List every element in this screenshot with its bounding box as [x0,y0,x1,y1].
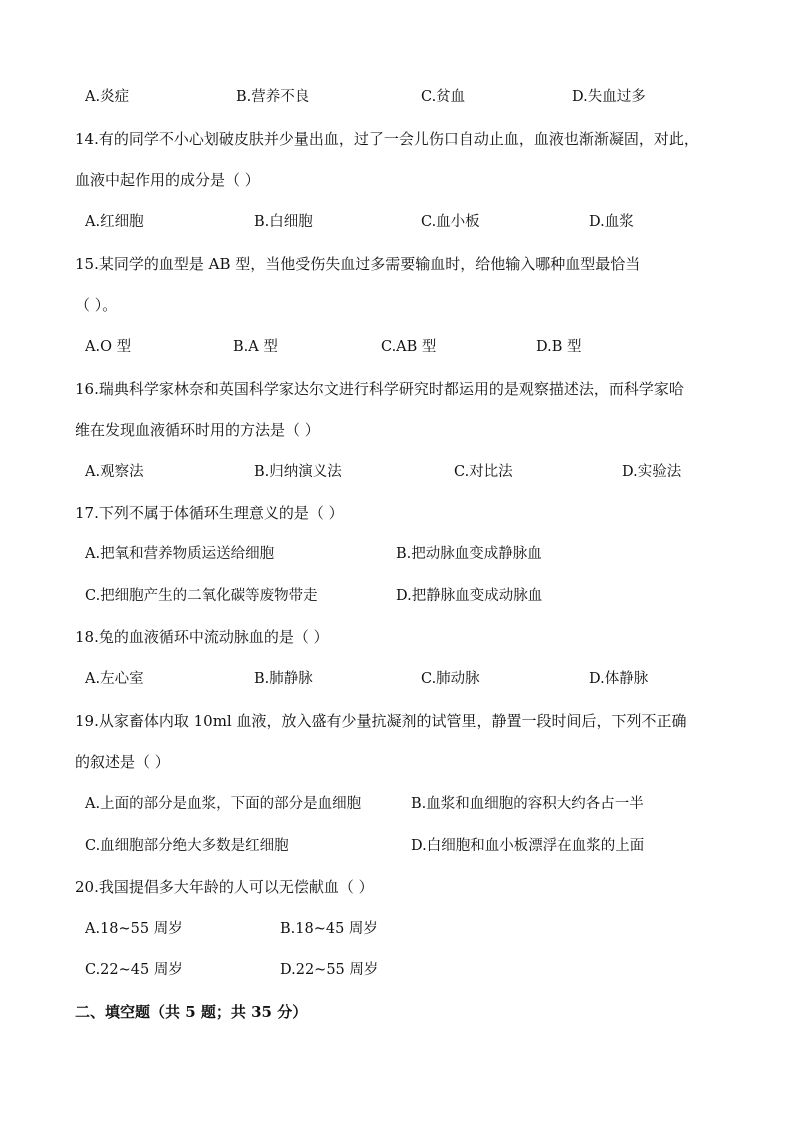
q14-option-c: C.血小板 [421,214,480,230]
q16-stem-line1: 16.瑞典科学家林奈和英国科学家达尔文进行科学研究时都运用的是观察描述法，而科学家哈 [75,380,684,398]
q17-option-b: B.把动脉血变成静脉血 [396,546,542,562]
q16-option-a: A.观察法 [85,464,144,480]
q19-stem-line2: 的叙述是（ ） [75,753,170,771]
q15-stem-line1: 15.某同学的血型是 AB 型，当他受伤失血过多需要输血时，给他输入哪种血型最恰当 [75,255,641,273]
q17-option-c: C.把细胞产生的二氧化碳等废物带走 [85,588,318,604]
q13-option-b: B.营养不良 [236,89,310,105]
q14-option-a: A.红细胞 [85,214,144,230]
q20-option-d: D.22~55 周岁 [280,962,379,978]
q15-option-d: D.B 型 [536,339,582,355]
q16-option-c: C.对比法 [454,464,513,480]
q15-option-b: B.A 型 [233,339,278,355]
q20-option-c: C.22~45 周岁 [85,962,183,978]
q13-option-d: D.失血过多 [572,89,646,105]
q16-option-d: D.实验法 [622,464,682,480]
q19-option-d: D.白细胞和血小板漂浮在血浆的上面 [411,838,645,854]
q18-option-c: C.肺动脉 [421,671,480,687]
q14-stem-line2: 血液中起作用的成分是（ ） [75,171,260,189]
q19-stem-line1: 19.从家畜体内取 10ml 血液，放入盛有少量抗凝剂的试管里，静置一段时间后，下列不正确 [75,712,687,730]
q18-option-a: A.左心室 [85,671,144,687]
q13-option-a: A.炎症 [85,89,130,105]
q16-option-b: B.归纳演义法 [254,464,342,480]
q20-option-a: A.18~55 周岁 [85,921,183,937]
q19-option-b: B.血浆和血细胞的容积大约各占一半 [411,796,644,812]
q14-stem-line1: 14.有的同学不小心划破皮肤并少量出血，过了一会儿伤口自动止血，血液也渐渐凝固，对此， [75,130,699,148]
q13-option-c: C.贫血 [421,89,466,105]
q17-option-a: A.把氧和营养物质运送给细胞 [85,546,275,562]
q15-stem-line2: （ ）。 [75,296,118,314]
q16-stem-line2: 维在发现血液循环时用的方法是（ ） [75,421,320,439]
q19-option-a: A.上面的部分是血浆，下面的部分是血细胞 [85,796,362,812]
q20-stem-line1: 20.我国提倡多大年龄的人可以无偿献血（ ） [75,878,374,896]
q19-option-c: C.血细胞部分绝大多数是红细胞 [85,838,289,854]
q17-option-d: D.把静脉血变成动脉血 [396,588,543,604]
q17-stem-line1: 17.下列不属于体循环生理意义的是（ ） [75,504,344,522]
q18-option-d: D.体静脉 [589,671,649,687]
q20-option-b: B.18~45 周岁 [280,921,378,937]
q15-option-c: C.AB 型 [381,339,437,355]
q18-option-b: B.肺静脉 [254,671,313,687]
q14-option-d: D.血浆 [589,214,634,230]
q14-option-b: B.白细胞 [254,214,313,230]
q15-option-a: A.O 型 [85,339,132,355]
q18-stem-line1: 18.兔的血液循环中流动脉血的是（ ） [75,628,329,646]
section-heading-fill-in: 二、填空题（共 5 题；共 35 分） [75,1003,308,1021]
